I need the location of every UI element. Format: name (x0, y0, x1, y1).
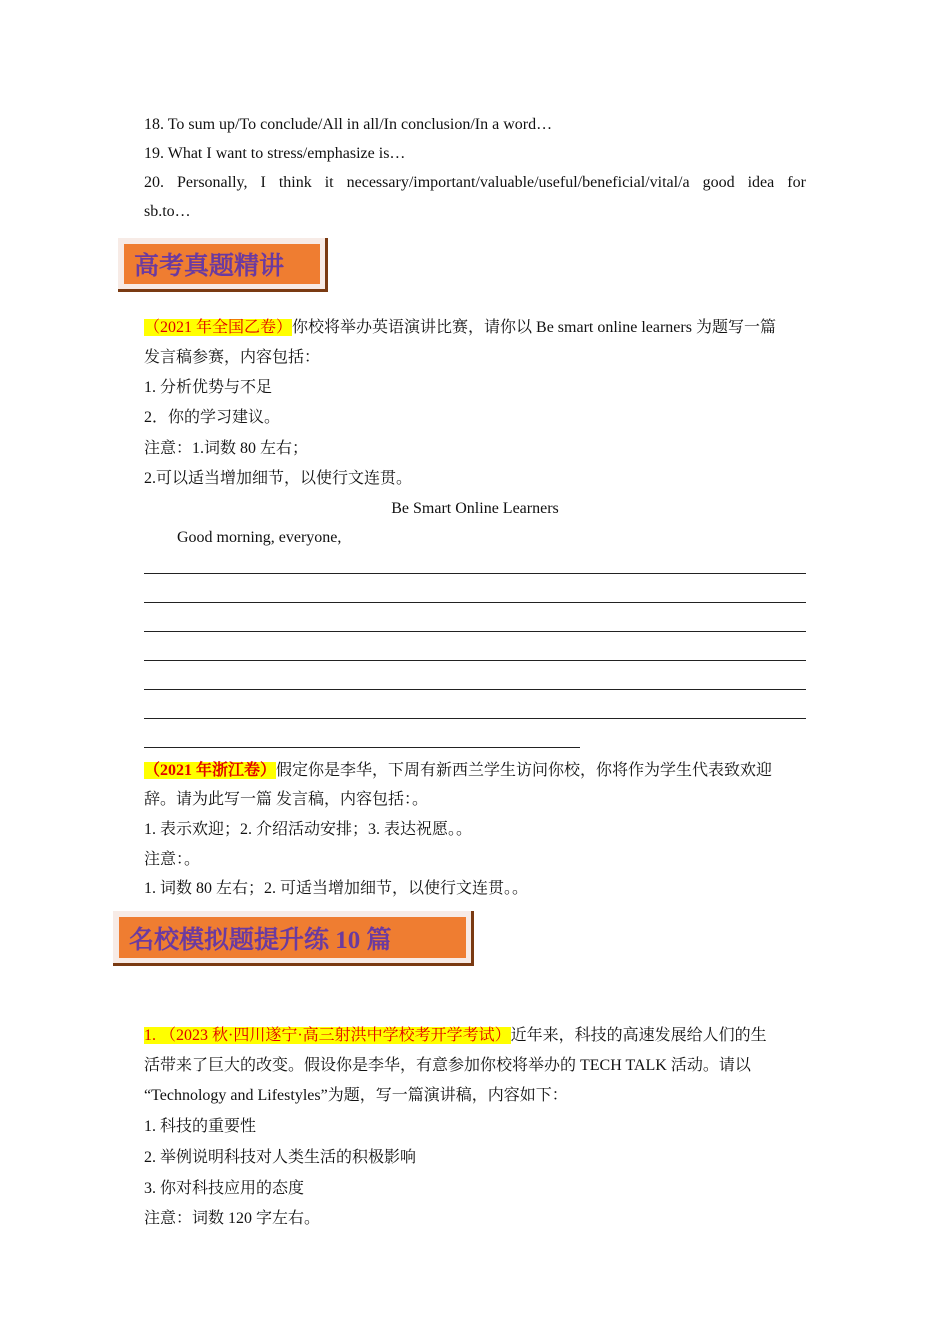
section-title: 高考真题精讲 (124, 244, 320, 284)
writing-line (144, 660, 806, 661)
word: good (702, 174, 735, 191)
essay-greeting: Good morning, everyone, (177, 529, 342, 546)
phrase-20-cont: sb.to… (144, 203, 191, 220)
q2-note-items: 1. 词数 80 左右；2. 可适当增加细节，以使行文连贯。。 (144, 880, 529, 897)
essay-title: Be Smart Online Learners (391, 500, 559, 517)
q2-text: 假定你是李华，下周有新西兰学生访问你校，你将作为学生代表致欢迎 (276, 762, 773, 779)
q1-item2: 2．你的学习建议。 (144, 409, 281, 426)
phrase-20 (144, 173, 806, 193)
phrase-19: 19. What I want to stress/emphasize is… (144, 145, 406, 162)
section-banner-1 (118, 238, 328, 292)
word: 20. (144, 174, 164, 191)
q3-note: 注意：词数 120 字左右。 (144, 1210, 321, 1227)
writing-line (144, 602, 806, 603)
q3-line3: “Technology and Lifestyles”为题，写一篇演讲稿，内容如下： (144, 1087, 568, 1104)
word: necessary/important/valuable/useful/beneficial/vital/a (346, 174, 690, 191)
q3-text: 近年来，科技的高速发展给人们的生 (510, 1027, 767, 1044)
word: for (787, 174, 806, 191)
q1-text: 你校将举办英语演讲比赛，请你以 Be smart online learners 为题写一篇 (292, 319, 776, 336)
q2-line2: 辞。请为此写一篇 发言稿，内容包括：。 (144, 791, 429, 808)
q3-item3: 3. 你对科技应用的态度 (144, 1180, 305, 1197)
q3-item2: 2. 举例说明科技对人类生活的积极影响 (144, 1149, 417, 1166)
q1-source: （2021 年全国乙卷） (144, 319, 293, 336)
q3-source: 1. （2023 秋·四川遂宁·高三射洪中学校考开学考试） (144, 1027, 511, 1044)
writing-line (144, 689, 806, 690)
word: Personally, (177, 174, 248, 191)
writing-line (144, 747, 580, 748)
section-banner-2 (113, 911, 474, 966)
q2-line1 (144, 761, 772, 781)
phrase-18: 18. To sum up/To conclude/All in all/In conclusion/In a word… (144, 116, 553, 133)
q3-line2: 活带来了巨大的改变。假设你是李华，有意参加你校将举办的 TECH TALK 活动。请以 (144, 1057, 751, 1074)
word: think (278, 174, 312, 191)
q1-line1 (144, 318, 776, 338)
q2-source: （2021 年浙江卷） (144, 762, 277, 779)
word: I (260, 174, 266, 191)
q1-line2: 发言稿参赛，内容包括： (144, 349, 321, 366)
writing-line (144, 573, 806, 574)
q2-note: 注意：。 (144, 851, 201, 868)
q1-note2: 2.可以适当增加细节，以使行文连贯。 (144, 470, 413, 487)
writing-line (144, 718, 806, 719)
q2-items: 1. 表示欢迎；2. 介绍活动安排；3. 表达祝愿。。 (144, 821, 473, 838)
q3-line1 (144, 1026, 767, 1046)
writing-line (144, 631, 806, 632)
q3-item1: 1. 科技的重要性 (144, 1118, 257, 1135)
q1-item1: 1. 分析优势与不足 (144, 379, 273, 396)
section-title: 名校模拟题提升练 10 篇 (119, 917, 466, 958)
word: it (324, 174, 334, 191)
word: idea (747, 174, 775, 191)
q1-note1: 注意：1.词数 80 左右； (144, 440, 309, 457)
